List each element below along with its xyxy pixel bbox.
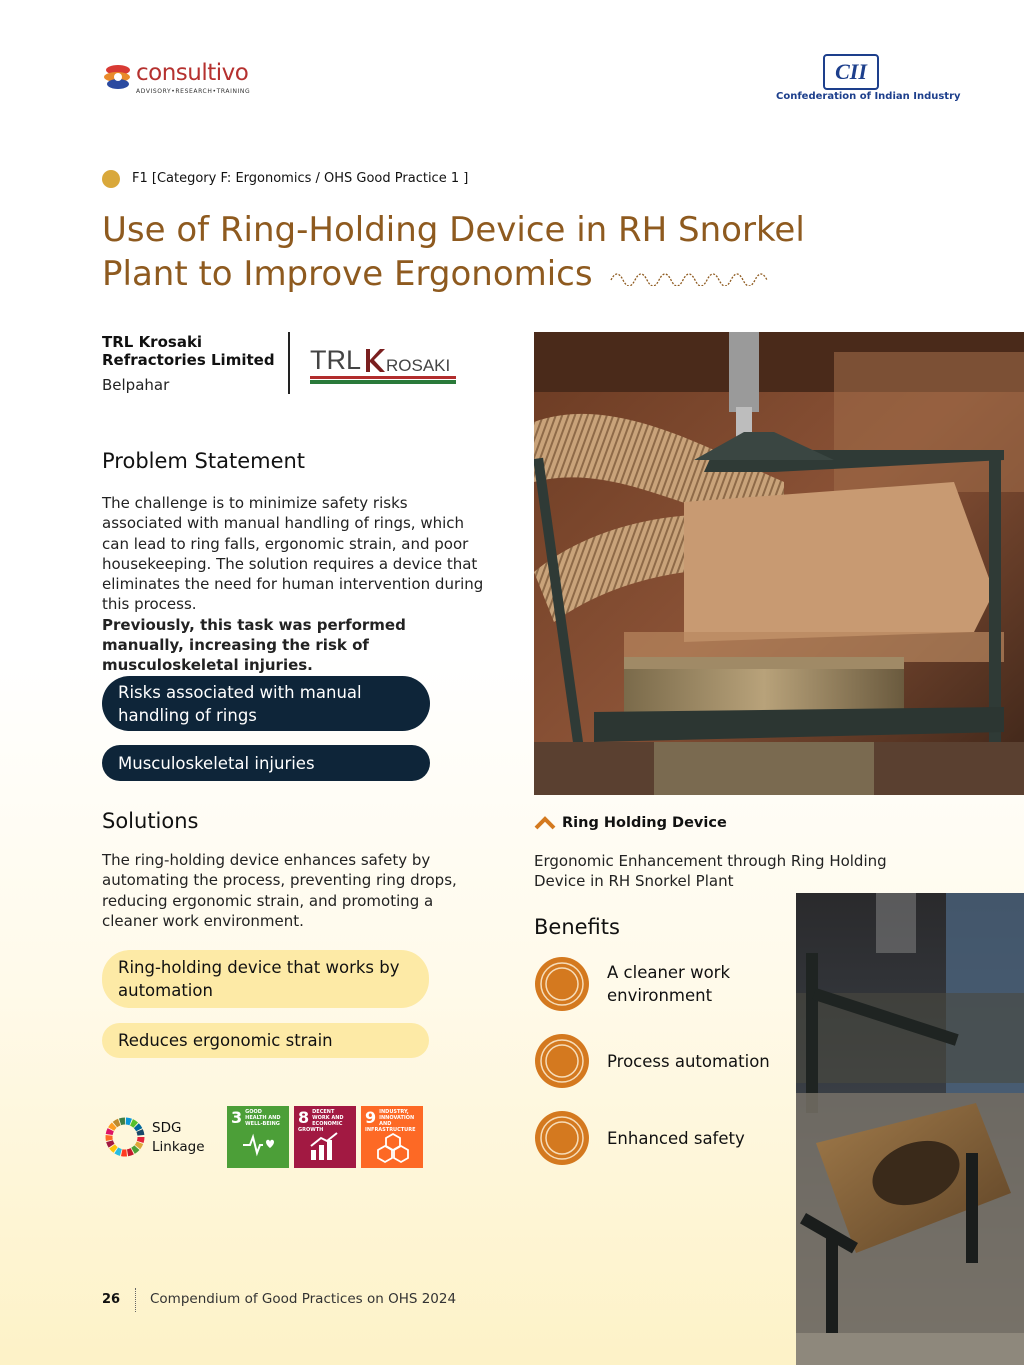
category-dot-icon xyxy=(102,170,120,188)
company-location: Belpahar xyxy=(102,376,170,394)
footer-divider xyxy=(135,1288,136,1312)
problem-pill: Musculoskeletal injuries xyxy=(102,745,430,781)
trl-logo-text-right: ROSAKI xyxy=(386,356,451,375)
chevron-up-icon xyxy=(534,816,556,830)
benefit-label: Enhanced safety xyxy=(607,1128,745,1148)
sdg-wheel-icon xyxy=(104,1116,146,1158)
footer-title: Compendium of Good Practices on OHS 2024 xyxy=(150,1291,457,1307)
problem-body: The challenge is to minimize safety risks associated with manual handling of rings, which can lead to ring falls, ergonomic strain, and poor housekeeping. The solution requires a device that eliminates the need for human intervention during this process. xyxy=(102,494,484,614)
problem-heading: Problem Statement xyxy=(102,449,306,473)
consultivo-mark-icon xyxy=(102,60,134,92)
sdg-goal-number: 9 xyxy=(365,1108,377,1127)
photo-caption-heading xyxy=(534,815,727,831)
benefit-item xyxy=(534,956,784,1012)
cii-logo xyxy=(776,54,961,106)
problem-bold-text: Previously, this task was performed manually, increasing the risk of musculoskeletal injuries. xyxy=(102,615,406,675)
benefit-item xyxy=(534,1033,784,1089)
problem-text xyxy=(102,493,488,676)
solution-pill: Ring-holding device that works by automation xyxy=(102,950,429,1008)
photo-caption-text: Ergonomic Enhancement through Ring Holding Device in RH Snorkel Plant xyxy=(534,852,887,891)
sdg-goal-text: INDUSTRY, INNOVATION AND INFRASTRUCTURE xyxy=(365,1109,416,1133)
benefit-badge-icon xyxy=(534,1033,590,1089)
cii-logo-mark: CII xyxy=(823,54,879,90)
consultivo-tagline: ADVISORY•RESEARCH•TRAINING xyxy=(136,88,251,95)
growth-chart-icon xyxy=(309,1132,341,1162)
company-divider xyxy=(288,332,290,394)
sdg-goal-3-tile xyxy=(227,1106,289,1168)
photo-caption-title: Ring Holding Device xyxy=(562,815,727,831)
cii-name: Confederation of Indian Industry xyxy=(776,91,961,102)
solutions-heading: Solutions xyxy=(102,809,199,833)
consultivo-name: consultivo xyxy=(136,60,249,86)
consultivo-logo xyxy=(102,58,262,98)
page-number: 26 xyxy=(102,1292,121,1307)
sdg-goal-text: DECENT WORK AND ECONOMIC GROWTH xyxy=(298,1109,344,1133)
benefit-badge-icon xyxy=(534,1110,590,1166)
trl-logo-text-left: TRL xyxy=(310,345,362,375)
sdg-label: SDG Linkage xyxy=(152,1120,205,1155)
problem-pill: Risks associated with manual handling of rings xyxy=(102,676,430,731)
cubes-icon xyxy=(376,1132,410,1164)
sdg-goal-8-tile xyxy=(294,1106,356,1168)
benefit-item xyxy=(534,1110,784,1166)
title-line-2: Plant to Improve Ergonomics xyxy=(102,254,593,294)
sdg-goal-number: 3 xyxy=(231,1108,243,1127)
heartbeat-icon xyxy=(242,1132,274,1158)
category-label: F1 [Category F: Ergonomics / OHS Good Practice 1 ] xyxy=(132,171,469,186)
benefit-label: Process automation xyxy=(607,1051,770,1071)
benefit-label: A cleaner work environment xyxy=(607,963,731,1005)
benefits-heading: Benefits xyxy=(534,915,620,939)
solutions-text: The ring-holding device enhances safety by automating the process, preventing ring drops, reducing ergonomic strain, and promoting a cleaner work environment. xyxy=(102,851,457,930)
benefit-badge-icon xyxy=(534,956,590,1012)
sdg-goal-number: 8 xyxy=(298,1108,310,1127)
ring-device-shop-floor-photo xyxy=(796,893,1024,1365)
title-line-1: Use of Ring-Holding Device in RH Snorkel xyxy=(102,210,805,250)
sdg-goal-9-tile xyxy=(361,1106,423,1168)
ring-holding-device-photo xyxy=(534,332,1024,795)
trl-krosaki-logo xyxy=(308,342,458,386)
company-name: TRL Krosaki Refractories Limited xyxy=(102,333,275,369)
wave-decoration-icon xyxy=(609,266,773,286)
sdg-goal-text: GOOD HEALTH AND WELL-BEING xyxy=(245,1109,281,1127)
solution-pill: Reduces ergonomic strain xyxy=(102,1023,429,1058)
page-title xyxy=(102,208,862,296)
